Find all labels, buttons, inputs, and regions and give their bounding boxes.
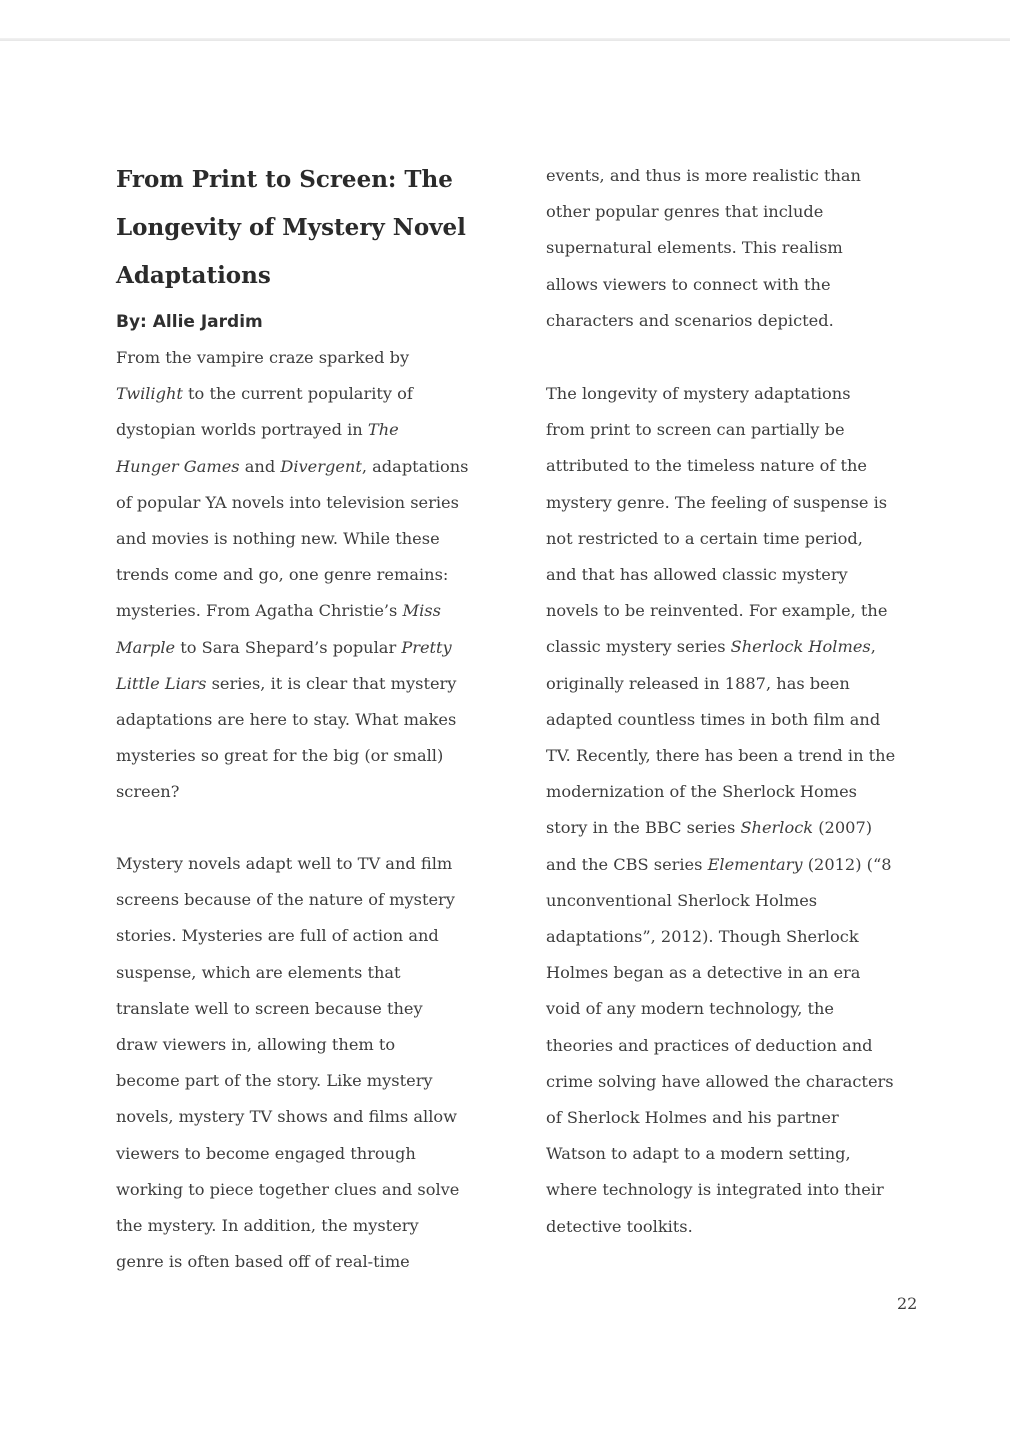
text-segment: working to piece together clues and solve bbox=[116, 1179, 460, 1199]
text-line bbox=[116, 666, 469, 702]
text-segment: and the CBS series bbox=[546, 854, 708, 874]
text-segment: (2012) (“8 bbox=[802, 854, 892, 874]
text-segment: adapted countless times in both film and bbox=[546, 709, 881, 729]
text-line bbox=[546, 593, 895, 629]
text-segment: , adaptations bbox=[361, 456, 469, 476]
text-segment: Mystery novels adapt well to TV and film bbox=[116, 854, 453, 873]
text-line bbox=[546, 448, 895, 484]
text-line bbox=[546, 267, 861, 303]
text-line bbox=[546, 955, 895, 991]
text-line bbox=[116, 593, 469, 629]
text-segment: crime solving have allowed the characters bbox=[546, 1071, 894, 1091]
text-line bbox=[116, 1244, 459, 1280]
italic-title-text: Elementary bbox=[707, 854, 803, 874]
title-line: Adaptations bbox=[116, 262, 271, 289]
text-segment: where technology is integrated into their bbox=[546, 1180, 884, 1200]
text-segment: of popular YA novels into television series bbox=[116, 492, 459, 512]
text-segment: trends come and go, one genre remains: bbox=[116, 565, 449, 585]
text-line bbox=[116, 918, 459, 954]
text-line bbox=[116, 774, 469, 810]
text-segment: classic mystery series bbox=[546, 637, 731, 657]
text-segment: modernization of the Sherlock Homes bbox=[546, 782, 857, 802]
text-line bbox=[116, 412, 469, 448]
author-byline: By: Allie Jardim bbox=[116, 312, 263, 332]
text-line bbox=[116, 702, 469, 738]
text-segment: From the vampire craze sparked by bbox=[116, 348, 410, 367]
text-line bbox=[546, 1136, 895, 1172]
text-line bbox=[546, 774, 895, 810]
text-line bbox=[546, 412, 895, 448]
text-line bbox=[546, 847, 895, 883]
text-line bbox=[546, 230, 861, 266]
italic-title-text: Miss bbox=[402, 601, 441, 621]
text-line bbox=[116, 1063, 459, 1099]
text-segment: translate well to screen because they bbox=[116, 998, 423, 1018]
text-line bbox=[116, 738, 469, 774]
text-line bbox=[116, 449, 469, 485]
page-top-edge bbox=[0, 38, 1010, 41]
paragraph-longevity bbox=[546, 376, 895, 1245]
text-line bbox=[116, 955, 459, 991]
text-segment: attributed to the timeless nature of the bbox=[546, 456, 867, 476]
title-line: Longevity of Mystery Novel bbox=[116, 214, 466, 241]
text-segment: of Sherlock Holmes and his partner bbox=[546, 1108, 839, 1128]
text-segment: stories. Mysteries are full of action and bbox=[116, 926, 439, 946]
text-segment: novels, mystery TV shows and films allow bbox=[116, 1107, 457, 1127]
text-segment: not restricted to a certain time period, bbox=[546, 528, 863, 548]
text-line bbox=[116, 991, 459, 1027]
text-segment: screens because of the nature of mystery bbox=[116, 890, 455, 910]
text-segment: dystopian worlds portrayed in bbox=[116, 420, 368, 440]
text-line bbox=[116, 340, 469, 376]
text-line bbox=[116, 1099, 459, 1135]
text-line bbox=[546, 376, 895, 412]
text-line bbox=[116, 376, 469, 412]
text-line bbox=[546, 1209, 895, 1245]
text-line bbox=[546, 666, 895, 702]
paragraph-why-adapt bbox=[116, 846, 459, 1280]
text-segment: and that has allowed classic mystery bbox=[546, 565, 848, 585]
text-segment: mystery genre. The feeling of suspense is bbox=[546, 492, 888, 512]
text-segment: , bbox=[870, 637, 876, 657]
text-segment: series, it is clear that mystery bbox=[206, 673, 457, 693]
text-line bbox=[546, 919, 895, 955]
text-line bbox=[546, 557, 895, 593]
text-segment: adaptations”, 2012). Though Sherlock bbox=[546, 927, 859, 947]
text-line bbox=[546, 303, 861, 339]
text-segment: Watson to adapt to a modern setting, bbox=[546, 1144, 851, 1164]
text-line bbox=[116, 1208, 459, 1244]
text-line bbox=[116, 1136, 459, 1172]
text-segment: unconventional Sherlock Holmes bbox=[546, 890, 818, 910]
text-segment: suspense, which are elements that bbox=[116, 962, 401, 982]
italic-title-text: Twilight bbox=[116, 384, 183, 404]
text-line bbox=[546, 883, 895, 919]
paragraph-intro bbox=[116, 340, 469, 811]
text-line bbox=[116, 882, 459, 918]
italic-title-text: The bbox=[367, 420, 399, 440]
text-line bbox=[546, 521, 895, 557]
text-segment: mysteries so great for the big (or small) bbox=[116, 746, 444, 766]
text-segment: and bbox=[239, 456, 281, 476]
text-line bbox=[546, 1064, 895, 1100]
text-line bbox=[116, 557, 469, 593]
text-line bbox=[116, 521, 469, 557]
text-segment: detective toolkits. bbox=[546, 1216, 693, 1236]
text-segment: (2007) bbox=[813, 818, 873, 838]
text-segment: the mystery. In addition, the mystery bbox=[116, 1216, 419, 1236]
text-segment: events, and thus is more realistic than bbox=[546, 166, 861, 185]
text-segment: theories and practices of deduction and bbox=[546, 1035, 873, 1055]
text-segment: and movies is nothing new. While these bbox=[116, 529, 440, 549]
italic-title-text: Hunger Games bbox=[116, 456, 240, 476]
italic-title-text: Pretty bbox=[401, 637, 452, 657]
text-segment: genre is often based off of real-time bbox=[116, 1252, 410, 1272]
text-line bbox=[116, 485, 469, 521]
text-segment: other popular genres that include bbox=[546, 202, 824, 222]
text-line bbox=[546, 1100, 895, 1136]
text-segment: characters and scenarios depicted. bbox=[546, 310, 834, 330]
text-segment: void of any modern technology, the bbox=[546, 999, 834, 1019]
italic-title-text: Sherlock Holmes bbox=[730, 637, 871, 657]
italic-title-text: Little Liars bbox=[116, 673, 207, 693]
text-line bbox=[546, 738, 895, 774]
text-segment: mysteries. From Agatha Christie’s bbox=[116, 601, 403, 621]
text-segment: become part of the story. Like mystery bbox=[116, 1071, 433, 1091]
text-segment: The longevity of mystery adaptations bbox=[546, 384, 851, 403]
italic-title-text: Divergent bbox=[280, 456, 362, 476]
text-segment: screen? bbox=[116, 782, 180, 802]
text-line bbox=[116, 630, 469, 666]
text-line bbox=[116, 846, 459, 882]
paragraph-realism bbox=[546, 158, 861, 339]
text-line bbox=[546, 991, 895, 1027]
text-segment: Holmes began as a detective in an era bbox=[546, 963, 861, 983]
text-line bbox=[116, 1172, 459, 1208]
text-segment: from print to screen can partially be bbox=[546, 420, 845, 440]
text-segment: story in the BBC series bbox=[546, 818, 741, 838]
article-title bbox=[116, 156, 496, 300]
text-segment: to the current popularity of bbox=[182, 384, 413, 404]
italic-title-text: Sherlock bbox=[740, 818, 814, 838]
title-line: From Print to Screen: The bbox=[116, 166, 453, 193]
text-segment: to Sara Shepard’s popular bbox=[175, 637, 402, 657]
text-line bbox=[546, 702, 895, 738]
text-line bbox=[116, 1027, 459, 1063]
text-segment: allows viewers to connect with the bbox=[546, 274, 831, 294]
text-line bbox=[546, 810, 895, 846]
text-segment: supernatural elements. This realism bbox=[546, 238, 843, 258]
text-segment: viewers to become engaged through bbox=[116, 1143, 416, 1163]
text-line bbox=[546, 194, 861, 230]
text-line bbox=[546, 158, 861, 194]
text-segment: draw viewers in, allowing them to bbox=[116, 1035, 396, 1055]
text-line bbox=[546, 485, 895, 521]
italic-title-text: Marple bbox=[116, 637, 176, 657]
text-segment: TV. Recently, there has been a trend in the bbox=[546, 746, 896, 766]
text-line bbox=[546, 1172, 895, 1208]
text-segment: novels to be reinvented. For example, the bbox=[546, 601, 888, 621]
text-segment: originally released in 1887, has been bbox=[546, 673, 850, 693]
text-segment: adaptations are here to stay. What makes bbox=[116, 710, 457, 730]
text-line bbox=[546, 629, 895, 665]
page-number: 22 bbox=[897, 1294, 918, 1313]
text-line bbox=[546, 1028, 895, 1064]
